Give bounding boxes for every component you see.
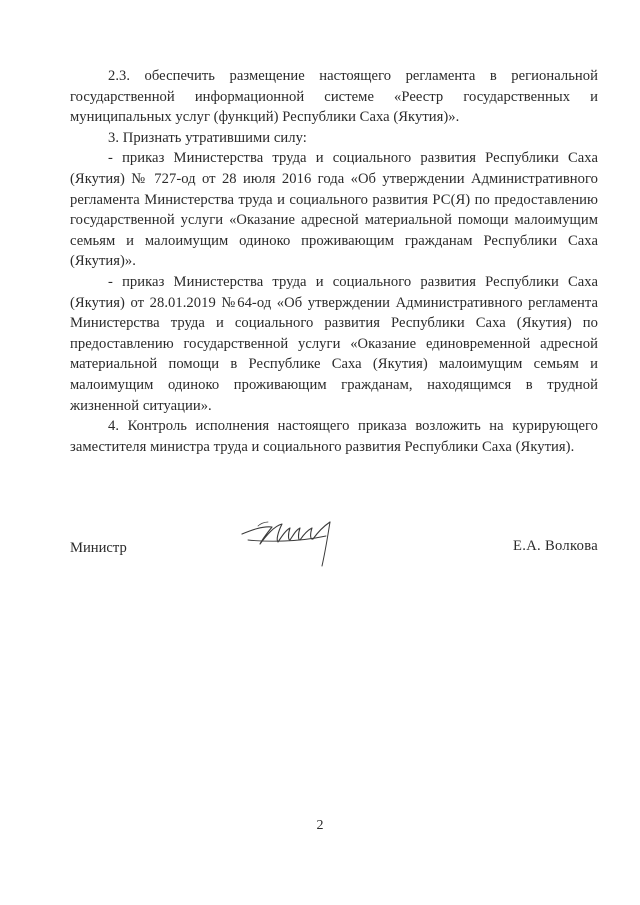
paragraph-4: 4. Контроль исполнения настоящего приказа возложить на курирующего заместителя министра труда и социального развития Республики Саха (Якутия). bbox=[70, 418, 598, 455]
position-title: Министр bbox=[70, 540, 127, 556]
page-number: 2 bbox=[316, 818, 324, 833]
signer-name: Е.А. Волкова bbox=[513, 538, 598, 554]
paragraph-2-3: 2.3. обеспечить размещение настоящего регламента в региональной государственной информационной системе «Реестр государственных и муниципальных услуг (функций) Республики Саха (Якутия)». bbox=[70, 68, 598, 126]
paragraph-order-64: - приказ Министерства труда и социального развития Республики Саха (Якутия) от 28.01.2019 №64-од «Об утверждении Административного регламента Министерства труда и социального развития Республики Саха (Якутия) по предоставлению государственной услуги «Оказание единовременной адресной материальной помощи в Республике Саха (Якутия) малоимущим семьям и малоимущим одиноко проживающим гражданам, находящимся в трудной жизненной ситуации». bbox=[70, 273, 598, 414]
signature-block bbox=[70, 510, 598, 570]
paragraph-order-727: - приказ Министерства труда и социального развития Республики Саха (Якутия) № 727-од от 28 июля 2016 года «Об утверждении Административного регламента Министерства труда и социального развития РС(Я) по предоставлению государственной услуги «Оказание адресной материальной помощи малоимущим семьям и малоимущим одиноко проживающим гражданам Республики Саха (Якутия)». bbox=[70, 150, 598, 270]
paragraph-3: 3. Признать утратившими силу: bbox=[108, 129, 307, 146]
document-body bbox=[70, 66, 598, 457]
handwritten-signature bbox=[238, 512, 348, 572]
